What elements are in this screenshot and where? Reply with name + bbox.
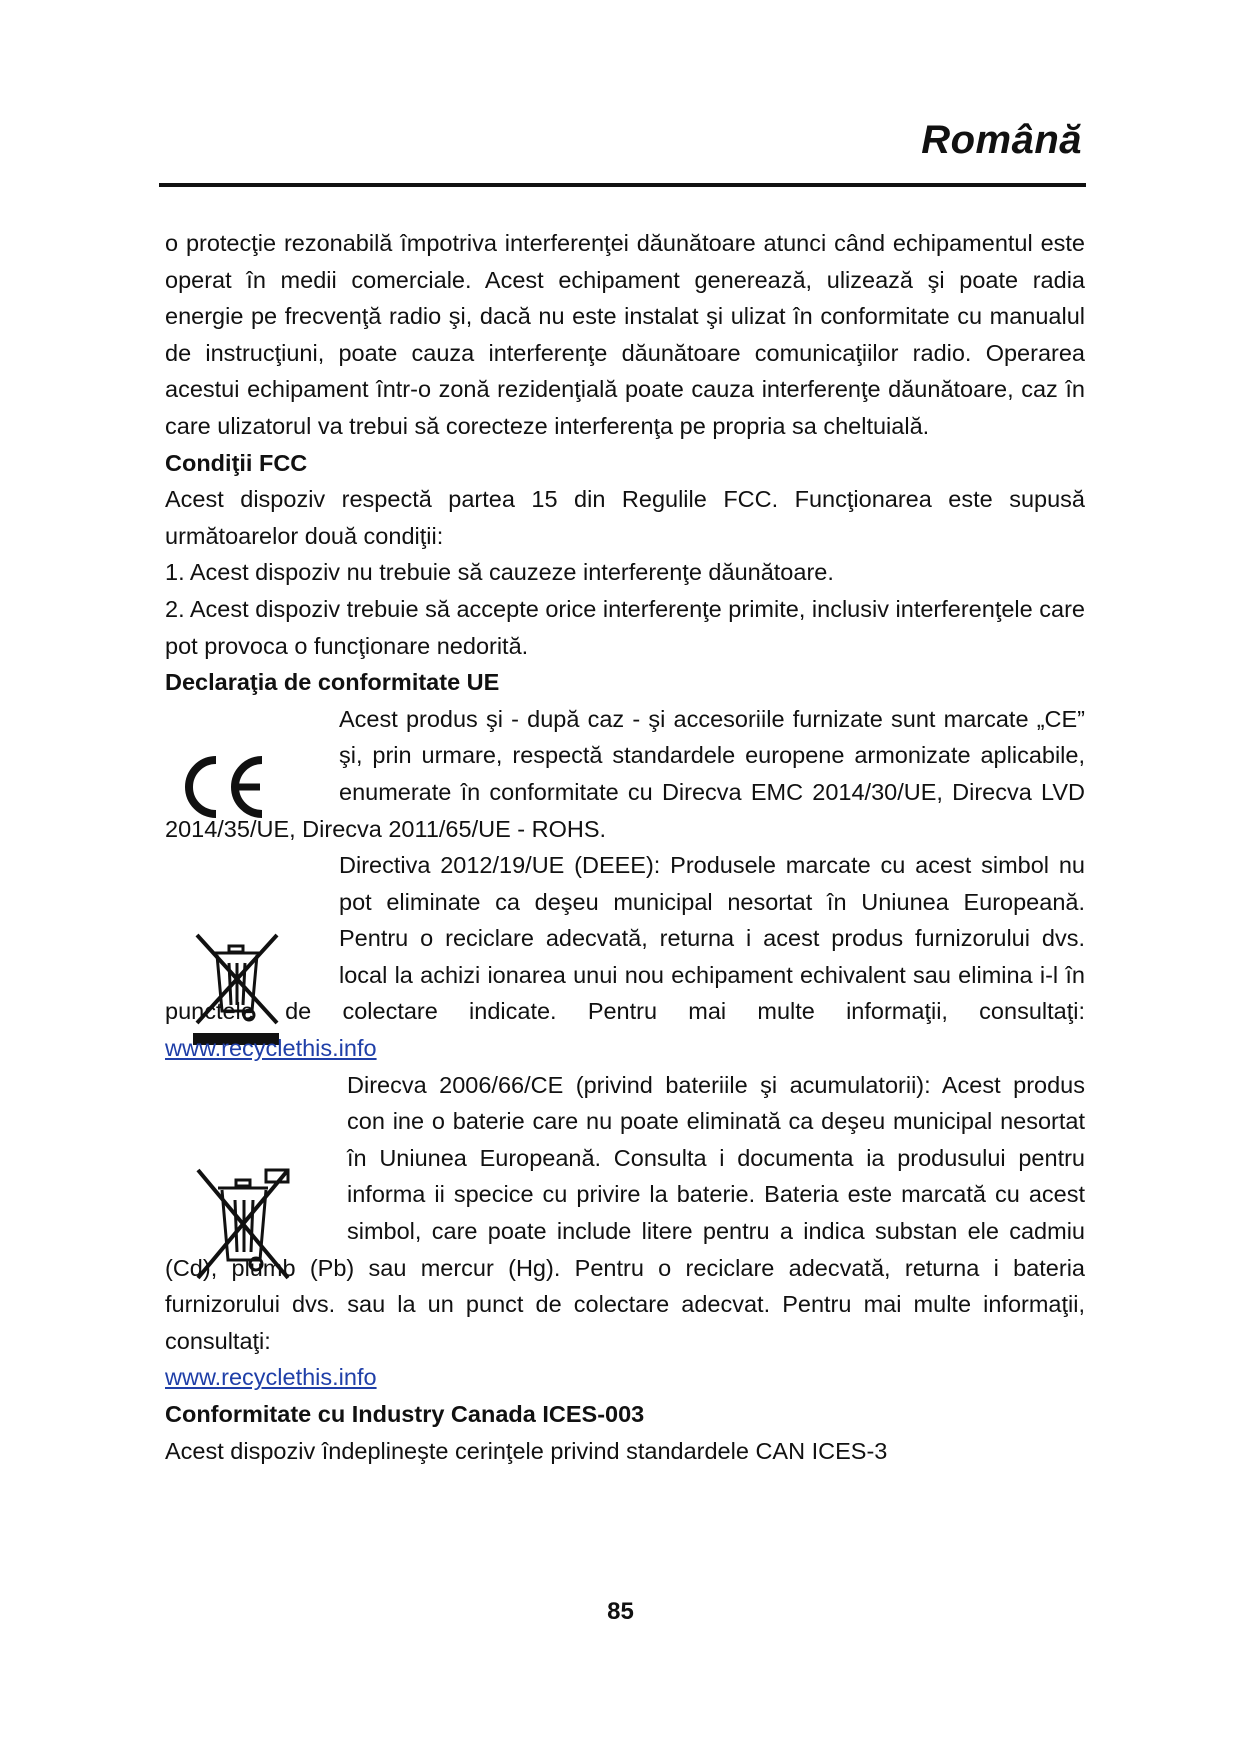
ce-float-space: [165, 701, 339, 805]
battery-float-space: [165, 1067, 347, 1245]
weee-float-space: [165, 847, 339, 987]
battery-link-line: [165, 1359, 1085, 1396]
header-divider: [159, 183, 1086, 187]
battery-paragraph: Direcva 2006/66/CE (privind bateriile şi acumulatorii): Acest produs con ine o baterie care nu poate eliminată ca deşeu municipal nesortat în Uniunea Europeană. Consulta i documenta ia produsului pentru informa ii specice cu privire la baterie. Bateria este marcată cu acest simbol, care poate include litere pentru a indica substan ele cadmiu (Cd), plumb (Pb) sau mercur (Hg). Pentru o reciclare adecvată, returna i bateria furnizorului dvs. sau la un punct de colectare adecvat. Pentru mai multe informaţii, consultaţi:: [165, 1071, 1085, 1354]
fcc-heading: Condiţii FCC: [165, 449, 308, 476]
ue-paragraph: Acest produs şi - după caz - şi accesoriile furnizate sunt marcate „CE” şi, prin urmare, respectă standardele europene armonizate aplicabile, enumerate în conformitate cu Direcva EMC 2014/30/UE, Direcva LVD 2014/35/UE, Direcva 2011/65/UE - ROHS.: [165, 705, 1085, 842]
battery-link[interactable]: www.recyclethis.info: [165, 1364, 377, 1391]
ue-heading: Declaraţia de conformitate UE: [165, 669, 500, 696]
page-language-title: Română: [921, 118, 1082, 162]
document-body: [165, 225, 1085, 1469]
page-number: 85: [607, 1598, 634, 1625]
fcc-condition-1: 1. Acest dispoziv nu trebuie să cauzeze interferenţe dăunătoare.: [165, 559, 834, 586]
intro-paragraph: o protecţie rezonabilă împotriva interferenţei dăunătoare atunci când echipamentul este operat în medii comerciale. Acest echipament generează, ulizează şi poate radia energie pe frecvenţă radio şi, dacă nu este instalat şi ulizat în conformitate cu manualul de instrucţiuni, poate cauza interferenţe dăunătoare comunicaţiilor radio. Operarea acestui echipament într-o zonă rezidenţială poate cauza interferenţe dăunătoare, caz în care ulizatorul va trebui să corecteze interferenţa pe propria sa cheltuială.: [165, 230, 1085, 439]
weee-link[interactable]: www.recyclethis.info: [165, 1035, 377, 1062]
fcc-paragraph: Acest dispoziv respectă partea 15 din Regulile FCC. Funcţionarea este supusă următoarelor două condiţii:: [165, 486, 1085, 549]
canada-heading: Conformitate cu Industry Canada ICES-003: [165, 1401, 645, 1427]
fcc-condition-2: 2. Acest dispoziv trebuie să accepte orice interferenţe primite, inclusiv interferenţele care pot provoca o funcţionare nedorită.: [165, 595, 1085, 659]
weee-text: Directiva 2012/19/UE (DEEE): Produsele marcate cu acest simbol nu pot eliminate ca deşeu municipal nesortat în Uniunea Europeană. Pentru o reciclare adecvată, returna i acest produs furnizorului dvs. local la achizi ionarea unui nou echipament echivalent sau elimina i-l în punctele de colectare indicate. Pentru mai multe informaţii, consultaţi:: [165, 852, 1085, 1025]
canada-paragraph: Acest dispoziv îndeplineşte cerinţele privind standardele CAN ICES-3: [165, 1437, 888, 1464]
